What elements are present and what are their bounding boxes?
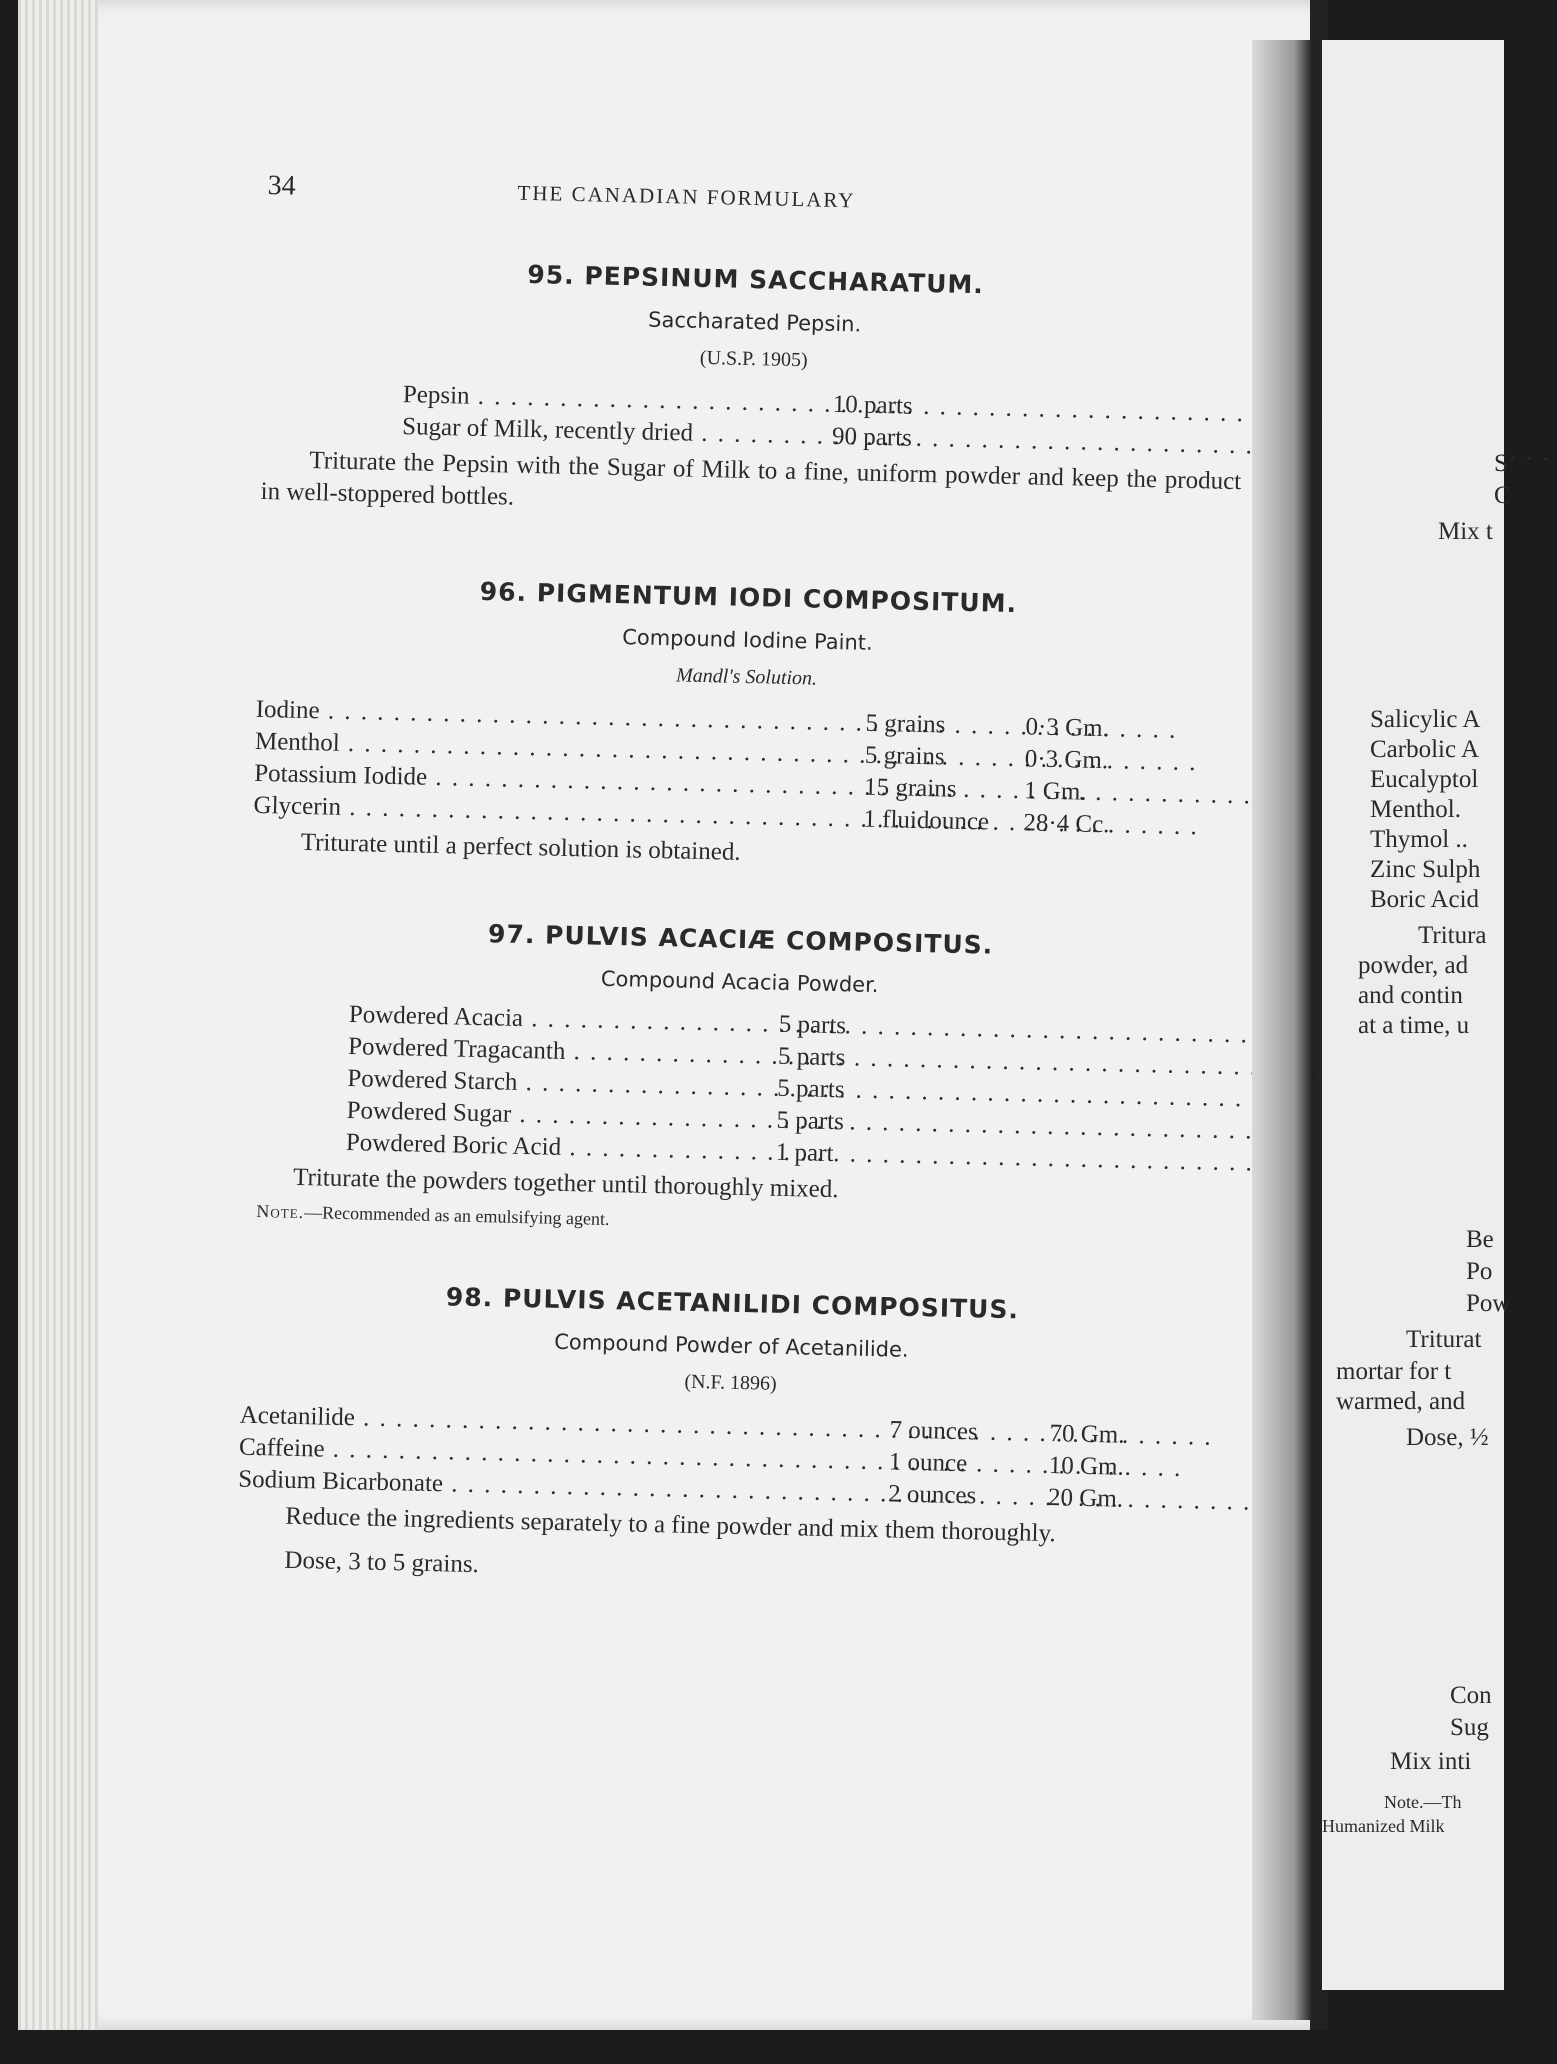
page-content [236, 170, 1248, 1596]
entry-title: 96. PIGMENTUM IODI COMPOSITUM. [479, 576, 1018, 619]
ingredient-metric: 28·4 Cc. [1023, 809, 1110, 839]
ingredient-metric: 10 Gm. [1048, 1452, 1125, 1481]
ingredient-qty: 1 ounce [888, 1448, 968, 1478]
note-label: Note. [256, 1201, 305, 1223]
right-page-text: Pow [1466, 1290, 1511, 1317]
ingredient-name: Powdered Starch . . . [347, 1063, 778, 1105]
ingredient-qty: 10 parts [832, 390, 913, 420]
right-page-fragment [1322, 40, 1511, 1990]
page-header [267, 170, 1248, 252]
ingredient-table [346, 999, 889, 1171]
entry-98 [236, 1278, 1222, 1596]
right-page-text: Con [1450, 1682, 1492, 1709]
entry-subtitle: Compound Powder of Acetanilide. [553, 1329, 909, 1362]
ingredient-qty: 5 parts [776, 1074, 845, 1104]
directions: Triturate until a perfect solution is obtained. [300, 828, 741, 866]
ingredient-name: Acetanilide . . . [239, 1400, 890, 1447]
page-number: 34 [267, 170, 296, 202]
right-page-text: Sug [1450, 1714, 1489, 1741]
entry-source: (N.F. 1896) [684, 1370, 777, 1395]
entry-97 [244, 914, 1231, 1244]
right-page-text: Mix t [1438, 518, 1493, 545]
entry-title: 95. PEPSINUM SACCHARATUM. [527, 259, 985, 300]
entry-subtitle: Compound Acacia Powder. [600, 966, 879, 998]
ingredient-name: Iodine . . . [255, 694, 866, 740]
right-page-text: Zinc Sulph [1370, 856, 1481, 883]
right-page-text: at a time, u [1358, 1012, 1470, 1039]
ingredient-metric: 70 Gm. [1049, 1420, 1125, 1449]
ingredient-name: Sodium Bicarbonate . . . [238, 1464, 889, 1511]
ingredient-qty: 5 grains [864, 741, 946, 771]
ingredient-table [402, 379, 963, 456]
ingredient-metric: 20 Gm. [1047, 1484, 1124, 1513]
page-edge-stack [18, 0, 98, 2030]
ingredient-qty: 5 parts [777, 1042, 846, 1072]
right-page-text: Mix inti [1390, 1748, 1472, 1775]
entry-subtitle: Saccharated Pepsin. [647, 307, 862, 337]
right-page-text: Salicylic A [1370, 706, 1481, 733]
right-page-text: Menthol. [1370, 796, 1461, 823]
right-page-text: Be [1466, 1226, 1494, 1253]
left-page [18, 0, 1328, 2030]
ingredient-name: Glycerin . . . [253, 790, 864, 836]
directions: Triturate the powders together until thoroughly mixed. [292, 1163, 839, 1204]
ingredient-name: Caffeine . . . [239, 1432, 890, 1479]
entry-95 [260, 254, 1246, 530]
ingredient-qty: 1 fluidounce [863, 805, 990, 836]
ingredient-name: Sugar of Milk, recently dried . . . [402, 411, 833, 453]
right-page-text: powder, ad [1358, 952, 1469, 979]
ingredient-metric: 1 Gm. [1023, 777, 1087, 806]
ingredient-qty: 5 grains [865, 709, 946, 739]
ingredient-qty: 15 grains [863, 773, 957, 803]
entry-subtitle: Compound Iodine Paint. [621, 625, 873, 655]
entry-source: (U.S.P. 1905) [699, 346, 808, 372]
right-page-text: Po [1466, 1258, 1493, 1285]
right-page-text: Triturat [1406, 1326, 1482, 1353]
right-page-text: mortar for t [1336, 1358, 1452, 1385]
right-page-text: Eucalyptol [1370, 766, 1479, 793]
ingredient-metric: 0·3 Gm. [1024, 745, 1109, 775]
right-page-text: Note.—Th [1384, 1792, 1462, 1812]
running-head: THE CANADIAN FORMULARY [517, 180, 856, 213]
note-text: —Recommended as an emulsifying agent. [303, 1202, 610, 1230]
entry-title: 98. PULVIS ACETANILIDI COMPOSITUS. [445, 1282, 1020, 1325]
entry-source: Mandl's Solution. [675, 664, 818, 690]
entry-96 [252, 572, 1238, 880]
ingredient-qty: 5 parts [776, 1106, 845, 1136]
right-page-text: warmed, and [1336, 1388, 1466, 1415]
right-page-text: S [1494, 450, 1508, 477]
directions: Reduce the ingredients separately to a fine powder and mix them thoroughly. [285, 1502, 1056, 1548]
ingredient-name: Powdered Boric Acid . . . [346, 1127, 777, 1169]
ingredient-name: Powdered Tragacanth . . . [348, 1031, 779, 1073]
right-page-text: Humanized Milk [1322, 1816, 1445, 1836]
entry-title: 97. PULVIS ACACIÆ COMPOSITUS. [487, 919, 994, 960]
ingredient-name: Powdered Sugar . . . [346, 1095, 777, 1137]
ingredient-qty: 2 ounces [887, 1480, 977, 1510]
ingredient-qty: 90 parts [831, 422, 913, 452]
right-page-text: Dose, ½ [1406, 1424, 1489, 1451]
dose: Dose, 3 to 5 grains. [284, 1546, 480, 1579]
right-page-text: and contin [1358, 982, 1463, 1009]
right-page-text: Thymol .. [1370, 826, 1468, 853]
book-gutter [1252, 40, 1312, 2020]
directions: Triturate the Pepsin with the Sugar of Milk to a fine, uniform powder and keep the product in well-stoppered bottles. [260, 447, 1242, 511]
ingredient-name: Pepsin . . . [403, 379, 834, 421]
ingredient-qty: 7 ounces [889, 1416, 979, 1446]
ingredient-table [238, 1400, 1220, 1518]
ingredient-name: Menthol . . . [255, 726, 866, 772]
right-page-text: Tritura [1418, 922, 1487, 949]
ingredient-name: Powdered Acacia . . . [348, 999, 779, 1041]
right-page-text: C [1494, 482, 1511, 509]
ingredient-name: Potassium Iodide . . . [254, 758, 865, 804]
ingredient-qty: 5 parts [778, 1010, 847, 1040]
ingredient-qty: 1 part [775, 1138, 834, 1168]
right-page-text: Boric Acid [1370, 886, 1480, 913]
ingredient-table [253, 694, 1236, 844]
ingredient-metric: 0·3 Gm. [1025, 713, 1110, 743]
right-page-text: Carbolic A [1370, 736, 1480, 763]
